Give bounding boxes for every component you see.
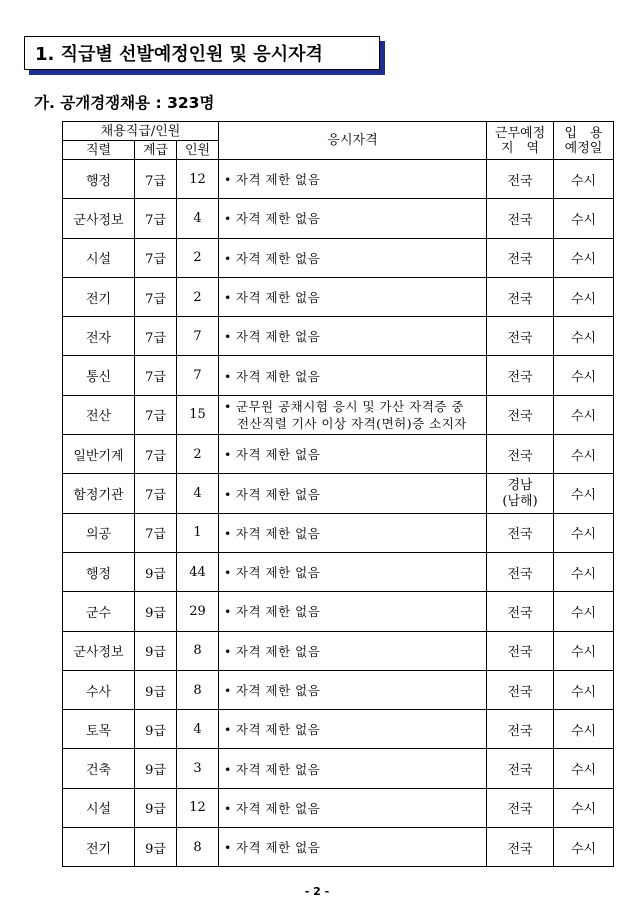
bullet-icon: • <box>224 211 232 227</box>
qualification-text: 자격 제한 없음 <box>235 565 321 581</box>
qualification-text: 자격 제한 없음 <box>235 172 321 188</box>
cell-location <box>487 356 554 395</box>
bullet-icon: • <box>224 722 232 738</box>
qualification-line1 <box>224 681 486 699</box>
cell-qualification <box>219 513 487 552</box>
cell-count: 2 <box>177 277 219 316</box>
location-line1: 전국 <box>507 173 533 189</box>
table-row <box>63 513 614 552</box>
location-line1: 전국 <box>507 370 533 386</box>
cell-job: 건축 <box>63 749 135 788</box>
table-row <box>63 592 614 631</box>
bullet-icon: • <box>224 398 232 414</box>
bullet-icon: • <box>224 761 232 777</box>
cell-grade: 7급 <box>135 238 177 277</box>
qualification-text: 자격 제한 없음 <box>235 643 321 659</box>
header-location-line1: 근무예정 <box>494 125 546 141</box>
location-line1: 전국 <box>507 605 533 621</box>
cell-qualification <box>219 592 487 631</box>
cell-count: 2 <box>177 238 219 277</box>
qualification-line1 <box>224 563 486 581</box>
cell-job: 시설 <box>63 238 135 277</box>
cell-count: 4 <box>177 199 219 238</box>
cell-qualification <box>219 435 487 474</box>
cell-grade: 9급 <box>135 592 177 631</box>
location-line1: 전국 <box>507 723 533 739</box>
cell-location <box>487 160 554 199</box>
qualification-line1 <box>224 288 486 306</box>
bullet-icon: • <box>224 290 232 306</box>
table-row <box>63 552 614 591</box>
cell-grade: 9급 <box>135 788 177 827</box>
cell-job: 전자 <box>63 317 135 356</box>
cell-count: 15 <box>177 395 219 434</box>
location-line1: 경남 <box>507 477 533 493</box>
cell-count: 12 <box>177 160 219 199</box>
cell-grade: 7급 <box>135 356 177 395</box>
table-row <box>63 277 614 316</box>
cell-job: 통신 <box>63 356 135 395</box>
bullet-icon: • <box>224 565 232 581</box>
cell-location <box>487 749 554 788</box>
cell-location <box>487 238 554 277</box>
cell-count: 7 <box>177 356 219 395</box>
cell-qualification <box>219 788 487 827</box>
qualification-line1 <box>224 327 486 345</box>
cell-location <box>487 592 554 631</box>
cell-count: 1 <box>177 513 219 552</box>
qualification-line1 <box>224 720 486 738</box>
cell-date: 수시 <box>554 356 614 395</box>
table-row <box>63 788 614 827</box>
cell-grade: 7급 <box>135 317 177 356</box>
qualification-text: 자격 제한 없음 <box>235 840 321 856</box>
cell-job: 일반기계 <box>63 435 135 474</box>
cell-date: 수시 <box>554 828 614 867</box>
cell-qualification <box>219 238 487 277</box>
cell-job: 행정 <box>63 552 135 591</box>
bullet-icon: • <box>224 683 232 698</box>
cell-qualification <box>219 749 487 788</box>
qualification-line1 <box>224 398 486 415</box>
page-number: - 2 - <box>304 885 330 898</box>
cell-location <box>487 277 554 316</box>
table-row <box>63 828 614 867</box>
header-location-line2: 지 역 <box>500 140 540 156</box>
location-line1: 전국 <box>507 252 533 268</box>
location-line1: 전국 <box>507 330 533 346</box>
cell-grade: 7급 <box>135 435 177 474</box>
table-row <box>63 749 614 788</box>
cell-count: 4 <box>177 474 219 513</box>
qualification-text: 자격 제한 없음 <box>235 761 321 777</box>
location-line1: 전국 <box>507 212 533 228</box>
location-line1: 전국 <box>507 841 533 857</box>
table-row <box>63 356 614 395</box>
cell-grade: 9급 <box>135 710 177 749</box>
cell-grade: 9급 <box>135 749 177 788</box>
location-line1: 전국 <box>507 763 533 779</box>
cell-count: 8 <box>177 828 219 867</box>
location-line2: (남해) <box>502 493 538 509</box>
cell-qualification <box>219 710 487 749</box>
cell-grade: 9급 <box>135 631 177 670</box>
cell-date: 수시 <box>554 749 614 788</box>
cell-date: 수시 <box>554 277 614 316</box>
cell-grade: 7급 <box>135 395 177 434</box>
header-group: 채용직급/인원 <box>63 122 219 141</box>
section-subtitle: 가. 공개경쟁채용 : 323명 <box>34 94 215 112</box>
cell-qualification <box>219 277 487 316</box>
bullet-icon: • <box>224 486 232 502</box>
header-date <box>554 122 614 160</box>
table-row <box>63 395 614 434</box>
cell-qualification <box>219 199 487 238</box>
cell-grade: 9급 <box>135 552 177 591</box>
bullet-icon: • <box>224 604 232 620</box>
qualification-text: 자격 제한 없음 <box>235 486 321 502</box>
cell-count: 4 <box>177 710 219 749</box>
cell-count: 8 <box>177 670 219 709</box>
qualification-text: 자격 제한 없음 <box>235 250 321 266</box>
cell-location <box>487 474 554 513</box>
table-row <box>63 238 614 277</box>
cell-job: 군사정보 <box>63 631 135 670</box>
cell-count: 44 <box>177 552 219 591</box>
header-date-line1: 입 용 <box>564 125 603 141</box>
cell-job: 함정기관 <box>63 474 135 513</box>
cell-grade: 7급 <box>135 277 177 316</box>
cell-count: 12 <box>177 788 219 827</box>
header-qualification: 응시자격 <box>219 122 487 160</box>
qualification-line1 <box>224 249 486 267</box>
table-row <box>63 317 614 356</box>
cell-qualification <box>219 356 487 395</box>
location-line1: 전국 <box>507 645 533 661</box>
cell-job: 군사정보 <box>63 199 135 238</box>
cell-date: 수시 <box>554 513 614 552</box>
location-line1: 전국 <box>507 684 533 700</box>
qualification-line1 <box>224 485 486 503</box>
cell-location <box>487 199 554 238</box>
cell-date: 수시 <box>554 788 614 827</box>
header-job: 직렬 <box>63 141 135 160</box>
bullet-icon: • <box>224 250 232 266</box>
qualification-line1 <box>224 170 486 188</box>
cell-qualification <box>219 631 487 670</box>
qualification-line1 <box>224 367 486 385</box>
cell-location <box>487 710 554 749</box>
cell-job: 행정 <box>63 160 135 199</box>
cell-location <box>487 513 554 552</box>
location-line1: 전국 <box>507 291 533 307</box>
bullet-icon: • <box>224 800 232 816</box>
qualification-line2: 전산직렬 기사 이상 자격(면허)증 소지자 <box>237 415 467 431</box>
location-line1: 전국 <box>507 527 533 543</box>
cell-location <box>487 788 554 827</box>
cell-count: 2 <box>177 435 219 474</box>
qualification-line1 <box>224 209 486 227</box>
recruitment-table <box>62 121 614 867</box>
header-date-line2: 예정일 <box>564 140 603 156</box>
cell-grade: 7급 <box>135 474 177 513</box>
header-grade: 계급 <box>135 141 177 160</box>
bullet-icon: • <box>224 525 232 541</box>
cell-qualification <box>219 670 487 709</box>
cell-date: 수시 <box>554 160 614 199</box>
bullet-icon: • <box>224 368 232 384</box>
cell-date: 수시 <box>554 631 614 670</box>
qualification-line1 <box>224 642 486 660</box>
cell-job: 의공 <box>63 513 135 552</box>
table-row <box>63 199 614 238</box>
cell-date: 수시 <box>554 474 614 513</box>
cell-location <box>487 317 554 356</box>
cell-job: 수사 <box>63 670 135 709</box>
cell-qualification <box>219 160 487 199</box>
qualification-text: 자격 제한 없음 <box>235 722 321 738</box>
cell-location <box>487 670 554 709</box>
cell-grade: 7급 <box>135 513 177 552</box>
qualification-line1 <box>224 799 486 817</box>
cell-qualification <box>219 317 487 356</box>
table-row <box>63 474 614 513</box>
cell-date: 수시 <box>554 592 614 631</box>
qualification-text: 자격 제한 없음 <box>235 604 321 620</box>
qualification-text: 자격 제한 없음 <box>235 368 321 384</box>
qualification-text: 자격 제한 없음 <box>235 290 321 306</box>
cell-date: 수시 <box>554 199 614 238</box>
cell-count: 29 <box>177 592 219 631</box>
cell-job: 토목 <box>63 710 135 749</box>
bullet-icon: • <box>224 329 232 345</box>
cell-date: 수시 <box>554 317 614 356</box>
table-body <box>63 160 614 867</box>
cell-date: 수시 <box>554 238 614 277</box>
table-row <box>63 670 614 709</box>
location-line1: 전국 <box>507 448 533 464</box>
qualification-text: 자격 제한 없음 <box>235 800 321 816</box>
location-line1: 전국 <box>507 802 533 818</box>
cell-location <box>487 828 554 867</box>
bullet-icon: • <box>224 447 232 463</box>
header-location <box>487 122 554 160</box>
cell-grade: 7급 <box>135 199 177 238</box>
cell-grade: 9급 <box>135 828 177 867</box>
qualification-text: 자격 제한 없음 <box>235 329 321 345</box>
table-row <box>63 160 614 199</box>
table-row <box>63 710 614 749</box>
cell-location <box>487 435 554 474</box>
qualification-line1 <box>224 760 486 778</box>
cell-qualification <box>219 474 487 513</box>
cell-grade: 7급 <box>135 160 177 199</box>
cell-date: 수시 <box>554 395 614 434</box>
qualification-text: 자격 제한 없음 <box>235 525 321 541</box>
location-line1: 전국 <box>507 409 533 425</box>
cell-job: 군수 <box>63 592 135 631</box>
bullet-icon: • <box>224 172 232 188</box>
qualification-line1 <box>224 838 486 856</box>
cell-count: 8 <box>177 631 219 670</box>
section-title: 1. 직급별 선발예정인원 및 응시자격 <box>35 44 323 65</box>
cell-job: 전산 <box>63 395 135 434</box>
cell-qualification <box>219 395 487 434</box>
bullet-icon: • <box>224 643 232 659</box>
location-line1: 전국 <box>507 566 533 582</box>
cell-count: 7 <box>177 317 219 356</box>
cell-location <box>487 552 554 591</box>
qualification-text: 자격 제한 없음 <box>235 683 321 698</box>
qualification-text: 군무원 공채시험 응시 및 가산 자격증 중 <box>235 398 464 414</box>
section-title-box <box>24 36 380 70</box>
cell-qualification <box>219 552 487 591</box>
cell-location <box>487 631 554 670</box>
qualification-line1 <box>224 445 486 463</box>
cell-job: 시설 <box>63 788 135 827</box>
cell-location <box>487 395 554 434</box>
cell-job: 전기 <box>63 277 135 316</box>
header-count: 인원 <box>177 141 219 160</box>
qualification-line1 <box>224 602 486 620</box>
cell-date: 수시 <box>554 435 614 474</box>
cell-qualification <box>219 828 487 867</box>
cell-grade: 9급 <box>135 670 177 709</box>
cell-date: 수시 <box>554 552 614 591</box>
cell-count: 3 <box>177 749 219 788</box>
cell-date: 수시 <box>554 670 614 709</box>
qualification-line1 <box>224 524 486 542</box>
cell-date: 수시 <box>554 710 614 749</box>
qualification-text: 자격 제한 없음 <box>235 447 321 463</box>
qualification-text: 자격 제한 없음 <box>235 211 321 227</box>
cell-job: 전기 <box>63 828 135 867</box>
table-row <box>63 435 614 474</box>
bullet-icon: • <box>224 840 232 856</box>
table-row <box>63 631 614 670</box>
